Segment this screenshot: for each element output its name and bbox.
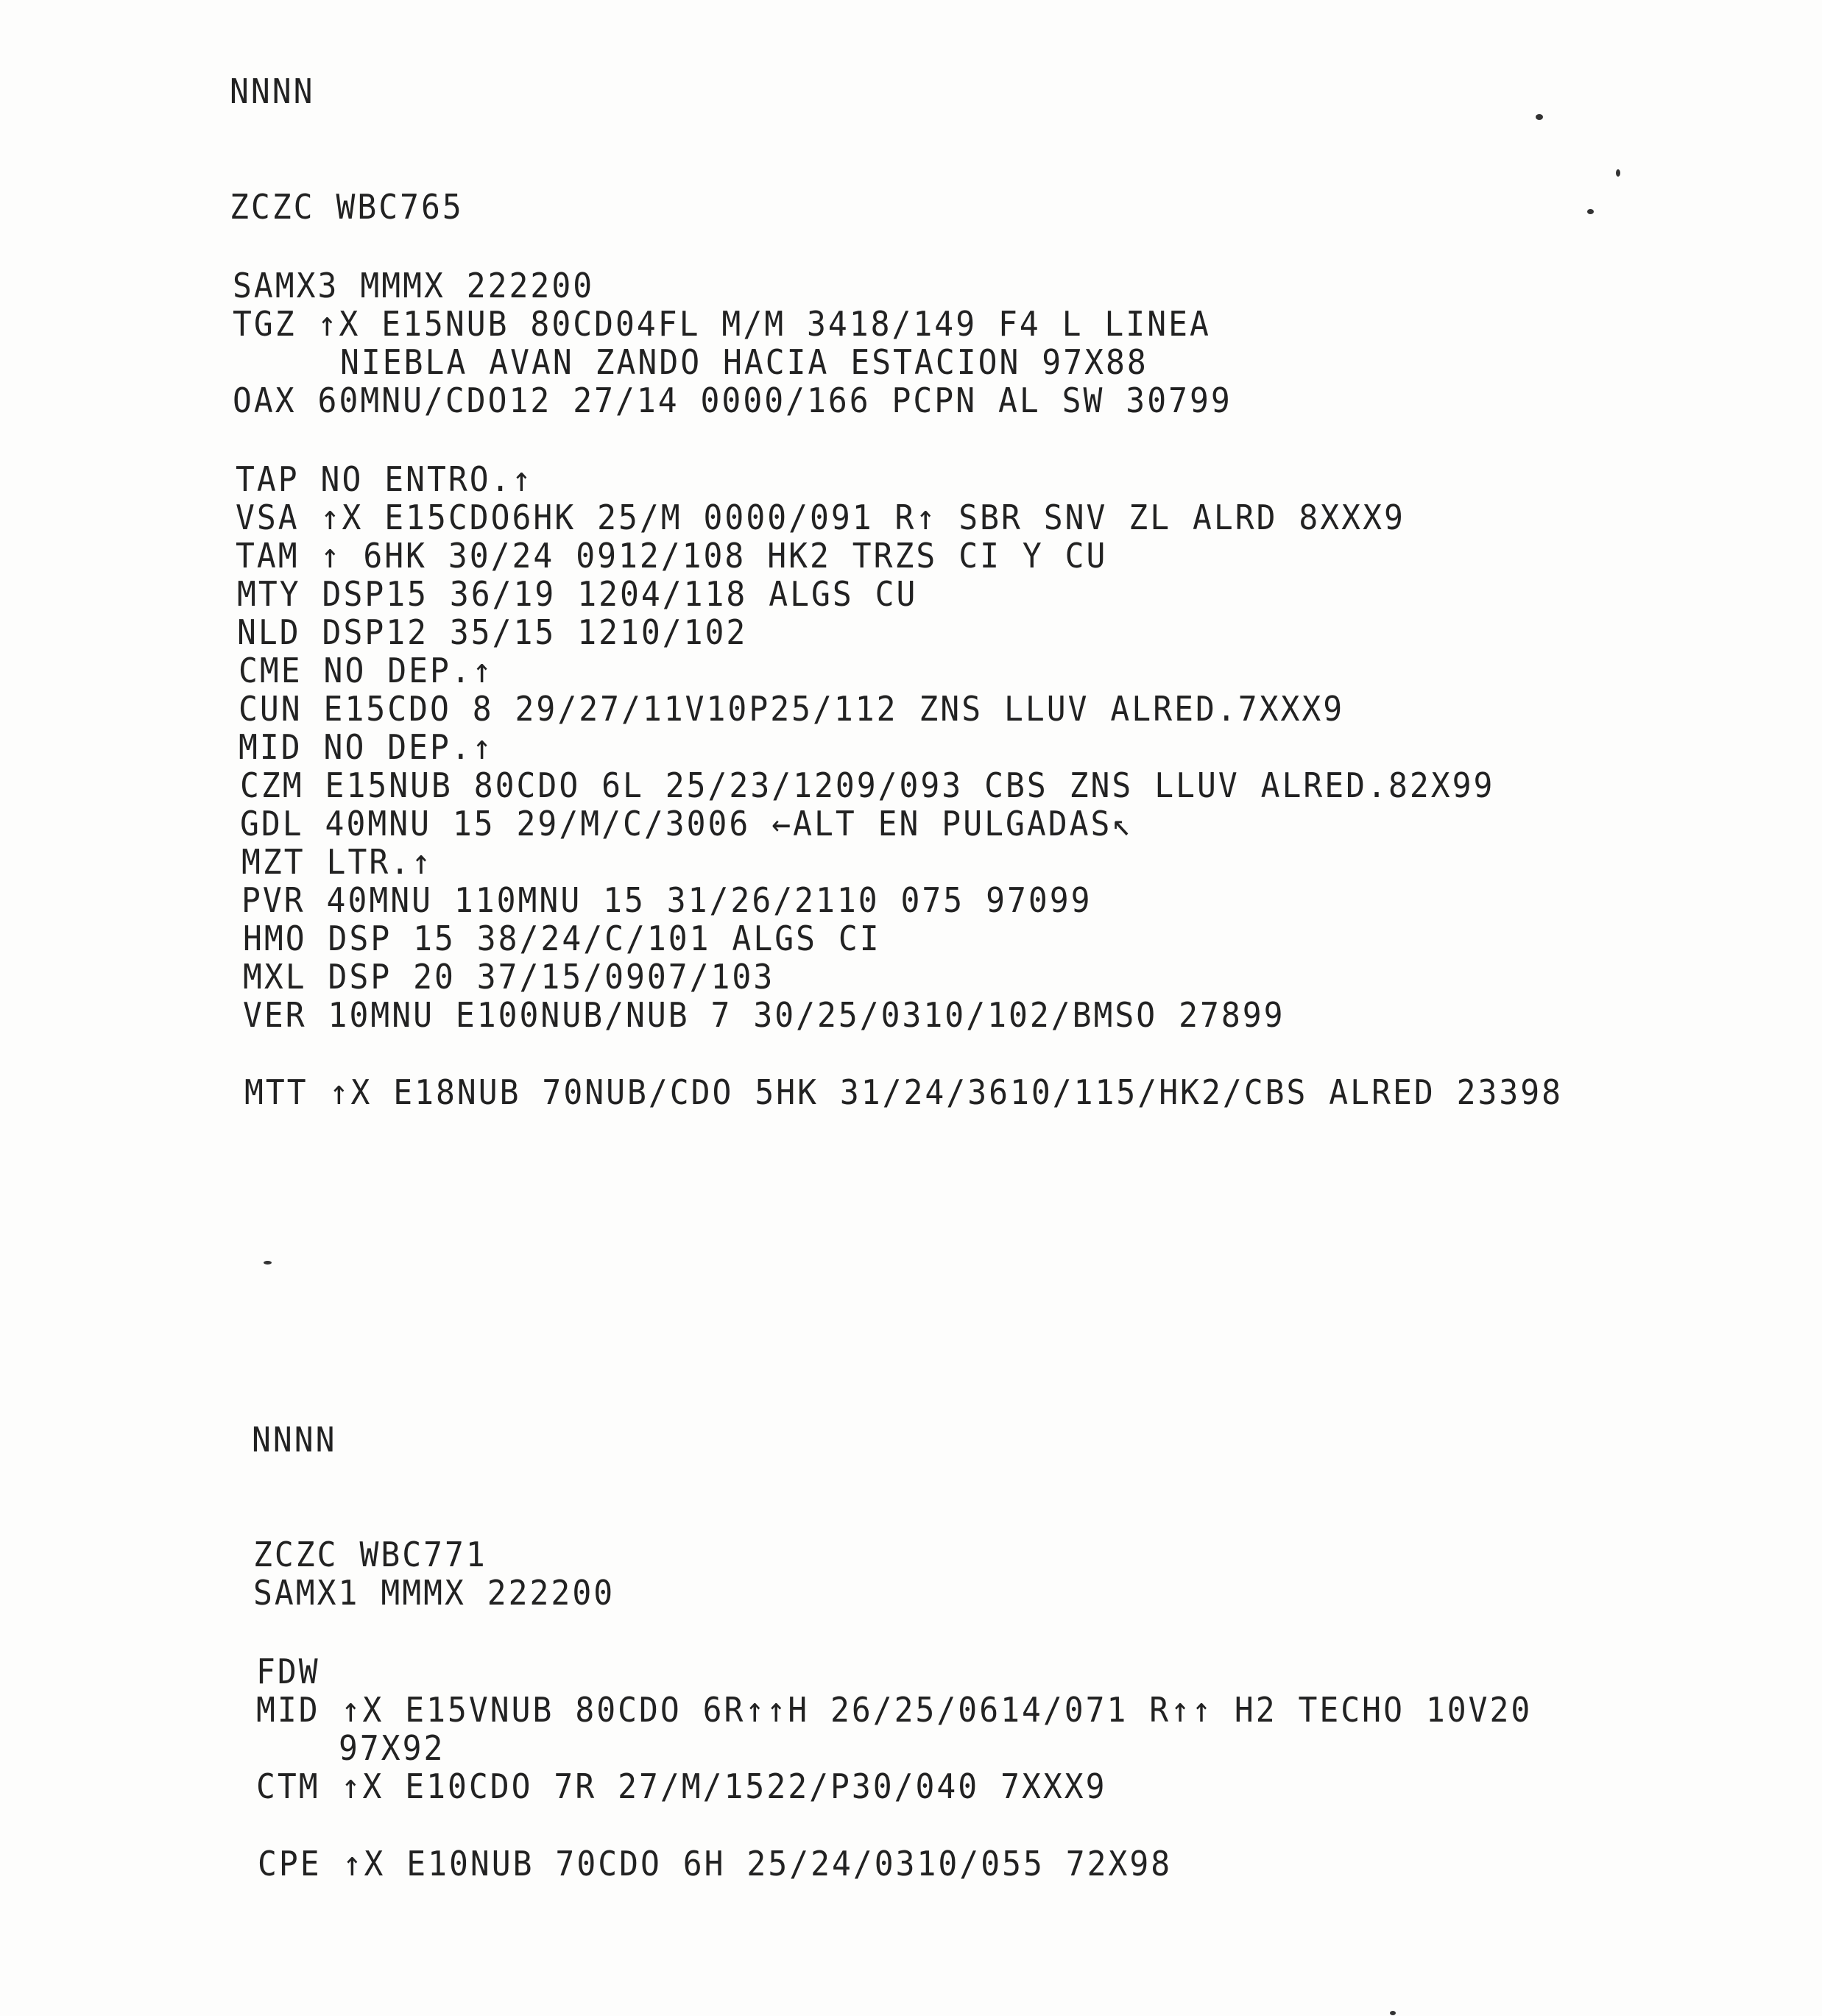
report-line-oax: OAX 60MNU/CDO12 27/14 0000/166 PCPN AL SW 30799: [233, 381, 1232, 421]
report-line-ctm: CTM ↑X E10CDO 7R 27/M/1522/P30/040 7XXX9: [256, 1767, 1107, 1807]
report-line-nld: NLD DSP12 35/15 1210/102: [237, 613, 748, 653]
report-line-mxl: MXL DSP 20 37/15/0907/103: [243, 958, 775, 997]
report-line-vsa: VSA ↑X E15CDO6HK 25/M 0000/091 R↑ SBR SNV ZL ALRD 8XXX9: [236, 498, 1405, 538]
report-line-cpe: CPE ↑X E10NUB 70CDO 6H 25/24/0310/055 72X98: [258, 1845, 1173, 1884]
report-line-tap: TAP NO ENTRO.↑: [236, 460, 534, 500]
bulletin-header-2: SAMX1 MMMX 222200: [253, 1574, 615, 1613]
report-line-gdl: GDL 40MNU 15 29/M/C/3006 ←ALT EN PULGADAS↖: [240, 804, 1134, 844]
scan-speck: [264, 1261, 272, 1265]
message-separator-2: NNNN: [252, 1421, 337, 1460]
report-line-hmo: HMO DSP 15 38/24/C/101 ALGS CI: [243, 919, 881, 959]
report-line-cme: CME NO DEP.↑: [239, 651, 494, 691]
message-header: ZCZC WBC765: [230, 188, 464, 227]
report-line-mid-2: MID ↑X E15VNUB 80CDO 6R↑↑H 26/25/0614/071 R↑↑ H2 TECHO 10V20: [256, 1691, 1533, 1730]
report-line-czm: CZM E15NUB 80CDO 6L 25/23/1209/093 CBS ZNS LLUV ALRED.82X99: [240, 766, 1495, 806]
scan-speck: [1616, 169, 1620, 177]
message-separator: NNNN: [230, 72, 315, 112]
scan-speck: [1587, 209, 1594, 214]
report-line-pvr: PVR 40MNU 110MNU 15 31/26/2110 075 97099: [241, 881, 1092, 921]
report-line-mtt: MTT ↑X E18NUB 70NUB/CDO 5HK 31/24/3610/115/HK2/CBS ALRED 23398: [244, 1073, 1564, 1113]
scan-speck: [1536, 114, 1543, 120]
report-line-tam: TAM ↑ 6HK 30/24 0912/108 HK2 TRZS CI Y CU: [236, 537, 1108, 576]
report-line-mid: MID NO DEP.↑: [239, 728, 494, 768]
report-line-ver: VER 10MNU E100NUB/NUB 7 30/25/0310/102/BMSO 27899: [243, 996, 1285, 1036]
report-line-fdw: FDW: [256, 1652, 320, 1692]
report-line-mty: MTY DSP15 36/19 1204/118 ALGS CU: [237, 575, 918, 615]
scan-speck: [1390, 2011, 1396, 2015]
bulletin-header: SAMX3 MMMX 222200: [233, 266, 595, 306]
report-line-tgz-cont: NIEBLA AVAN ZANDO HACIA ESTACION 97X88: [340, 343, 1148, 383]
report-line-cun: CUN E15CDO 8 29/27/11V10P25/112 ZNS LLUV ALRED.7XXX9: [239, 690, 1345, 729]
message-header-2: ZCZC WBC771: [253, 1535, 487, 1575]
report-line-tgz: TGZ ↑X E15NUB 80CD04FL M/M 3418/149 F4 L LINEA: [233, 305, 1211, 344]
report-line-mid-2-cont: 97X92: [339, 1729, 445, 1769]
report-line-mzt: MZT LTR.↑: [241, 843, 433, 883]
